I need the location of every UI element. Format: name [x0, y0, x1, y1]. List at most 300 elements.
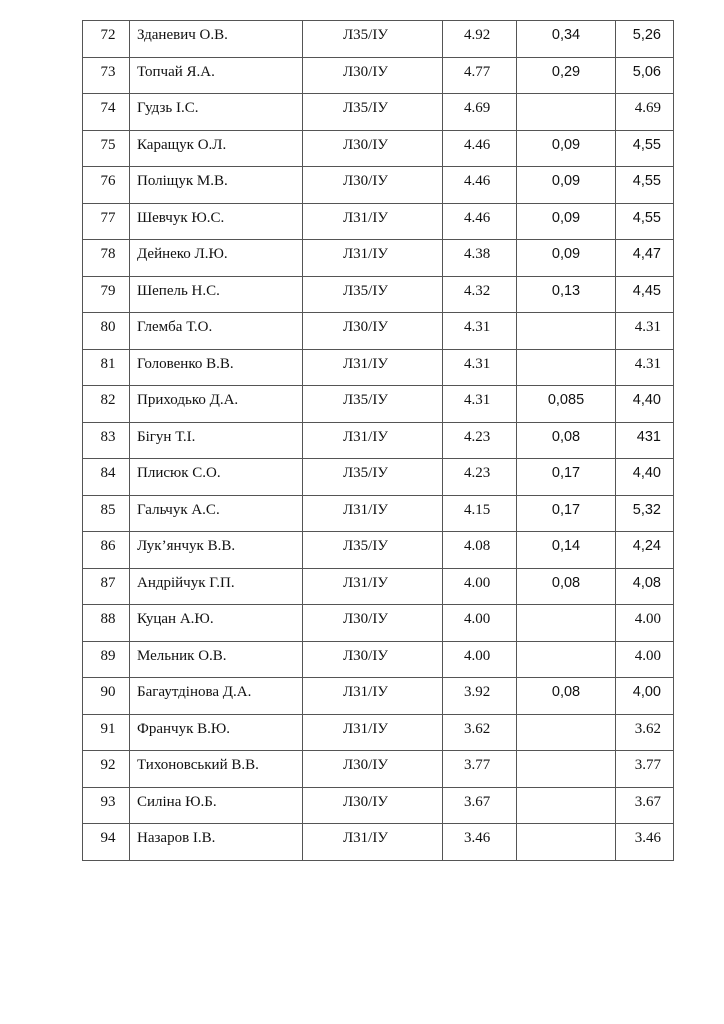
- total-text: 4,08: [632, 574, 661, 591]
- student-name-cell: [130, 751, 303, 788]
- student-name-cell: [130, 313, 303, 350]
- total-cell: [616, 459, 674, 496]
- group-text: Л31/ІУ: [343, 501, 388, 518]
- row-number-text: 82: [100, 392, 116, 408]
- total-cell: [616, 605, 674, 642]
- group-cell: [303, 495, 443, 532]
- group-cell: [303, 349, 443, 386]
- row-number-cell: [83, 167, 130, 204]
- bonus-text: 0,17: [551, 501, 581, 518]
- group-text: Л31/ІУ: [343, 355, 388, 372]
- student-name-cell: [130, 203, 303, 240]
- row-number-cell: [83, 568, 130, 605]
- student-name-text: Зданевич О.В.: [137, 27, 228, 43]
- total-cell: [616, 568, 674, 605]
- bonus-text: 0,09: [551, 209, 581, 226]
- bonus-cell: [517, 605, 616, 642]
- student-name-cell: [130, 605, 303, 642]
- row-number-text: 94: [100, 830, 116, 846]
- score-text: 3.77: [464, 757, 491, 773]
- score-text: 3.46: [464, 830, 491, 846]
- row-number-text: 86: [100, 538, 116, 554]
- bonus-text: [517, 715, 615, 721]
- row-number-text: 85: [100, 501, 116, 518]
- row-number-text: 73: [100, 63, 116, 80]
- group-cell: [303, 130, 443, 167]
- table-row: [83, 605, 674, 642]
- table-row: [83, 240, 674, 277]
- bonus-cell: [517, 495, 616, 532]
- group-text: Л35/ІУ: [343, 538, 388, 554]
- score-text: 4.23: [464, 428, 491, 445]
- row-number-cell: [83, 751, 130, 788]
- student-name-cell: [130, 678, 303, 715]
- score-text: 4.46: [464, 136, 491, 153]
- row-number-cell: [83, 276, 130, 313]
- student-name-text: Багаутдінова Д.А.: [137, 684, 252, 700]
- student-name-cell: [130, 57, 303, 94]
- group-text: Л35/ІУ: [343, 282, 388, 299]
- group-text: Л31/ІУ: [343, 684, 388, 700]
- score-text: 4.31: [464, 319, 491, 335]
- group-cell: [303, 459, 443, 496]
- bonus-cell: [517, 203, 616, 240]
- score-cell: [443, 641, 517, 678]
- table-row: [83, 495, 674, 532]
- total-cell: [616, 787, 674, 824]
- total-cell: [616, 495, 674, 532]
- row-number-cell: [83, 787, 130, 824]
- score-text: 4.46: [464, 173, 491, 189]
- group-cell: [303, 203, 443, 240]
- group-cell: [303, 422, 443, 459]
- total-text: 5,26: [632, 27, 661, 43]
- bonus-cell: [517, 714, 616, 751]
- total-text: 4.69: [634, 100, 661, 116]
- group-cell: [303, 167, 443, 204]
- bonus-cell: [517, 167, 616, 204]
- total-text: 3.46: [634, 830, 661, 846]
- bonus-text: 0,29: [551, 63, 581, 80]
- total-cell: [616, 21, 674, 58]
- bonus-cell: [517, 57, 616, 94]
- bonus-text: 0,17: [551, 465, 581, 481]
- student-name-text: Плисюк С.О.: [137, 465, 221, 481]
- score-text: 4.08: [464, 538, 491, 554]
- row-number-text: 77: [100, 209, 116, 226]
- student-name-text: Поліщук М.В.: [137, 173, 228, 189]
- total-cell: [616, 714, 674, 751]
- total-cell: [616, 130, 674, 167]
- score-text: 4.00: [464, 574, 491, 591]
- row-number-text: 90: [100, 684, 116, 700]
- student-name-text: Головенко В.В.: [137, 355, 234, 372]
- group-cell: [303, 386, 443, 423]
- bonus-cell: [517, 313, 616, 350]
- group-text: Л30/ІУ: [343, 611, 388, 627]
- student-name-cell: [130, 641, 303, 678]
- student-name-text: Каращук О.Л.: [137, 136, 227, 153]
- student-name-text: Куцан А.Ю.: [137, 611, 214, 627]
- score-cell: [443, 167, 517, 204]
- row-number-text: 91: [100, 720, 116, 737]
- student-name-cell: [130, 568, 303, 605]
- total-text: 5,06: [632, 63, 661, 80]
- score-text: 4.00: [464, 647, 491, 664]
- total-text: 4,40: [632, 465, 661, 481]
- row-number-cell: [83, 824, 130, 861]
- table-row: [83, 349, 674, 386]
- table-row: [83, 203, 674, 240]
- student-name-text: Лук’янчук В.В.: [137, 538, 236, 554]
- row-number-text: 76: [100, 173, 116, 189]
- bonus-cell: [517, 568, 616, 605]
- score-cell: [443, 495, 517, 532]
- row-number-cell: [83, 678, 130, 715]
- row-number-cell: [83, 240, 130, 277]
- student-name-text: Топчай Я.А.: [137, 63, 215, 80]
- score-cell: [443, 313, 517, 350]
- score-text: 4.00: [464, 611, 491, 627]
- row-number-cell: [83, 313, 130, 350]
- group-cell: [303, 751, 443, 788]
- row-number-cell: [83, 422, 130, 459]
- group-text: Л30/ІУ: [343, 793, 388, 810]
- row-number-text: 83: [100, 428, 116, 445]
- score-text: 4.31: [464, 355, 491, 372]
- group-text: Л30/ІУ: [343, 757, 388, 773]
- score-cell: [443, 422, 517, 459]
- student-name-cell: [130, 94, 303, 131]
- total-cell: [616, 532, 674, 569]
- score-text: 4.69: [464, 100, 491, 116]
- total-text: 4,24: [632, 538, 661, 554]
- row-number-text: 81: [100, 355, 116, 372]
- row-number-text: 78: [100, 246, 116, 262]
- student-name-text: Гудзь І.С.: [137, 100, 199, 116]
- bonus-text: 0,13: [551, 282, 581, 299]
- row-number-cell: [83, 495, 130, 532]
- total-text: 3.77: [634, 757, 661, 773]
- student-name-text: Шепель Н.С.: [137, 282, 220, 299]
- group-text: Л35/ІУ: [343, 100, 388, 116]
- row-number-cell: [83, 349, 130, 386]
- score-cell: [443, 203, 517, 240]
- table-row: [83, 386, 674, 423]
- group-cell: [303, 605, 443, 642]
- bonus-text: 0,14: [551, 538, 581, 554]
- student-name-cell: [130, 386, 303, 423]
- table-row: [83, 714, 674, 751]
- score-cell: [443, 787, 517, 824]
- score-cell: [443, 532, 517, 569]
- student-name-cell: [130, 824, 303, 861]
- student-name-text: Франчук В.Ю.: [137, 720, 231, 737]
- bonus-text: [517, 751, 615, 757]
- row-number-cell: [83, 203, 130, 240]
- student-name-cell: [130, 167, 303, 204]
- total-cell: [616, 386, 674, 423]
- score-text: 4.92: [464, 27, 491, 43]
- table-row: [83, 787, 674, 824]
- bonus-text: 0,08: [551, 684, 581, 700]
- score-cell: [443, 57, 517, 94]
- score-cell: [443, 386, 517, 423]
- score-text: 4.32: [464, 282, 491, 299]
- group-text: Л35/ІУ: [343, 465, 388, 481]
- score-cell: [443, 349, 517, 386]
- bonus-text: [517, 605, 615, 611]
- row-number-text: 75: [100, 136, 116, 153]
- score-cell: [443, 459, 517, 496]
- row-number-cell: [83, 57, 130, 94]
- student-name-text: Приходько Д.А.: [137, 392, 239, 408]
- student-name-text: Шевчук Ю.С.: [137, 209, 225, 226]
- student-name-cell: [130, 787, 303, 824]
- total-text: 4.31: [634, 355, 661, 372]
- group-cell: [303, 568, 443, 605]
- score-cell: [443, 130, 517, 167]
- total-text: 4,55: [632, 173, 661, 189]
- table-row: [83, 641, 674, 678]
- score-text: 4.46: [464, 209, 491, 226]
- table-row: [83, 678, 674, 715]
- row-number-text: 87: [100, 574, 116, 591]
- bonus-cell: [517, 751, 616, 788]
- row-number-text: 80: [100, 319, 116, 335]
- score-text: 4.77: [464, 63, 491, 80]
- group-text: Л31/ІУ: [343, 830, 388, 846]
- bonus-cell: [517, 641, 616, 678]
- group-text: Л31/ІУ: [343, 209, 388, 226]
- bonus-text: [517, 313, 615, 319]
- group-text: Л35/ІУ: [343, 27, 388, 43]
- total-cell: [616, 57, 674, 94]
- table-row: [83, 313, 674, 350]
- student-name-cell: [130, 532, 303, 569]
- score-cell: [443, 568, 517, 605]
- table-row: [83, 459, 674, 496]
- group-text: Л30/ІУ: [343, 173, 388, 189]
- score-cell: [443, 240, 517, 277]
- bonus-cell: [517, 276, 616, 313]
- total-cell: [616, 678, 674, 715]
- group-text: Л30/ІУ: [343, 63, 388, 80]
- score-text: 4.31: [464, 392, 491, 408]
- score-text: 3.67: [464, 793, 491, 810]
- total-text: 431: [636, 428, 661, 445]
- total-text: 5,32: [632, 501, 661, 518]
- group-text: Л31/ІУ: [343, 246, 388, 262]
- bonus-text: [517, 350, 615, 356]
- student-name-cell: [130, 21, 303, 58]
- bonus-cell: [517, 532, 616, 569]
- total-cell: [616, 167, 674, 204]
- bonus-cell: [517, 130, 616, 167]
- bonus-text: 0,09: [551, 173, 581, 189]
- bonus-text: 0,08: [551, 574, 581, 591]
- row-number-text: 89: [100, 647, 116, 664]
- bonus-cell: [517, 787, 616, 824]
- bonus-cell: [517, 349, 616, 386]
- score-cell: [443, 824, 517, 861]
- total-text: 3.67: [634, 793, 661, 810]
- bonus-cell: [517, 94, 616, 131]
- total-text: 4,40: [632, 392, 661, 408]
- student-name-text: Тихоновський В.В.: [137, 757, 259, 773]
- group-cell: [303, 714, 443, 751]
- total-cell: [616, 240, 674, 277]
- student-name-text: Бігун Т.І.: [137, 428, 196, 445]
- score-cell: [443, 751, 517, 788]
- row-number-text: 72: [100, 27, 116, 43]
- group-text: Л30/ІУ: [343, 647, 388, 664]
- group-cell: [303, 678, 443, 715]
- row-number-cell: [83, 641, 130, 678]
- group-cell: [303, 21, 443, 58]
- score-cell: [443, 605, 517, 642]
- ranking-table: [82, 20, 674, 861]
- student-name-cell: [130, 495, 303, 532]
- total-text: 4,55: [632, 209, 661, 226]
- bonus-text: 0,09: [551, 246, 581, 262]
- bonus-cell: [517, 422, 616, 459]
- student-name-cell: [130, 714, 303, 751]
- student-name-cell: [130, 240, 303, 277]
- student-name-text: Андрійчук Г.П.: [137, 574, 235, 591]
- row-number-text: 74: [100, 100, 116, 116]
- score-text: 4.38: [464, 246, 491, 262]
- total-text: 3.62: [634, 720, 661, 737]
- total-text: 4,45: [632, 282, 661, 299]
- total-text: 4,55: [632, 136, 661, 153]
- table-row: [83, 532, 674, 569]
- row-number-cell: [83, 714, 130, 751]
- score-text: 4.23: [464, 465, 491, 481]
- score-cell: [443, 714, 517, 751]
- group-cell: [303, 240, 443, 277]
- bonus-cell: [517, 459, 616, 496]
- student-name-text: Гальчук А.С.: [137, 501, 220, 518]
- bonus-text: [517, 824, 615, 830]
- table-row: [83, 130, 674, 167]
- student-name-text: Назаров І.В.: [137, 830, 216, 846]
- row-number-text: 88: [100, 611, 116, 627]
- group-cell: [303, 787, 443, 824]
- group-cell: [303, 57, 443, 94]
- student-name-text: Глемба Т.О.: [137, 319, 213, 335]
- total-text: 4.31: [634, 319, 661, 335]
- table-row: [83, 824, 674, 861]
- bonus-text: 0,085: [547, 392, 585, 408]
- bonus-text: [517, 94, 615, 100]
- row-number-cell: [83, 605, 130, 642]
- row-number-text: 92: [100, 757, 116, 773]
- score-text: 4.15: [464, 501, 491, 518]
- row-number-text: 84: [100, 465, 116, 481]
- group-cell: [303, 313, 443, 350]
- table-row: [83, 276, 674, 313]
- score-cell: [443, 276, 517, 313]
- score-text: 3.92: [464, 684, 491, 700]
- table-row: [83, 57, 674, 94]
- student-name-cell: [130, 459, 303, 496]
- row-number-cell: [83, 94, 130, 131]
- total-cell: [616, 94, 674, 131]
- group-text: Л31/ІУ: [343, 574, 388, 591]
- student-name-text: Силіна Ю.Б.: [137, 793, 217, 810]
- total-text: 4.00: [634, 647, 661, 664]
- table-row: [83, 422, 674, 459]
- ranking-table-body: [83, 21, 674, 861]
- total-text: 4,00: [632, 684, 661, 700]
- total-cell: [616, 349, 674, 386]
- bonus-text: 0,34: [551, 27, 581, 43]
- student-name-text: Мельник О.В.: [137, 647, 227, 664]
- student-name-cell: [130, 276, 303, 313]
- group-text: Л30/ІУ: [343, 136, 388, 153]
- score-text: 3.62: [464, 720, 491, 737]
- table-row: [83, 94, 674, 131]
- score-cell: [443, 94, 517, 131]
- bonus-cell: [517, 21, 616, 58]
- student-name-cell: [130, 422, 303, 459]
- bonus-text: 0,09: [551, 136, 581, 153]
- group-cell: [303, 276, 443, 313]
- student-name-cell: [130, 349, 303, 386]
- bonus-text: [517, 788, 615, 794]
- total-text: 4.00: [634, 611, 661, 627]
- total-cell: [616, 751, 674, 788]
- row-number-text: 93: [100, 793, 116, 810]
- total-cell: [616, 313, 674, 350]
- total-cell: [616, 203, 674, 240]
- row-number-cell: [83, 386, 130, 423]
- group-cell: [303, 94, 443, 131]
- total-cell: [616, 824, 674, 861]
- group-text: Л30/ІУ: [343, 319, 388, 335]
- group-cell: [303, 532, 443, 569]
- total-cell: [616, 641, 674, 678]
- row-number-cell: [83, 130, 130, 167]
- bonus-text: [517, 642, 615, 648]
- group-text: Л35/ІУ: [343, 392, 388, 408]
- total-text: 4,47: [632, 246, 661, 262]
- table-row: [83, 167, 674, 204]
- group-text: Л31/ІУ: [343, 720, 388, 737]
- bonus-text: 0,08: [551, 428, 581, 445]
- table-row: [83, 751, 674, 788]
- student-name-text: Дейнеко Л.Ю.: [137, 246, 228, 262]
- total-cell: [616, 276, 674, 313]
- table-row: [83, 568, 674, 605]
- table-row: [83, 21, 674, 58]
- group-cell: [303, 824, 443, 861]
- bonus-cell: [517, 386, 616, 423]
- row-number-cell: [83, 459, 130, 496]
- group-text: Л31/ІУ: [343, 428, 388, 445]
- row-number-cell: [83, 532, 130, 569]
- row-number-cell: [83, 21, 130, 58]
- score-cell: [443, 678, 517, 715]
- student-name-cell: [130, 130, 303, 167]
- bonus-cell: [517, 678, 616, 715]
- group-cell: [303, 641, 443, 678]
- bonus-cell: [517, 824, 616, 861]
- score-cell: [443, 21, 517, 58]
- row-number-text: 79: [100, 282, 116, 299]
- bonus-cell: [517, 240, 616, 277]
